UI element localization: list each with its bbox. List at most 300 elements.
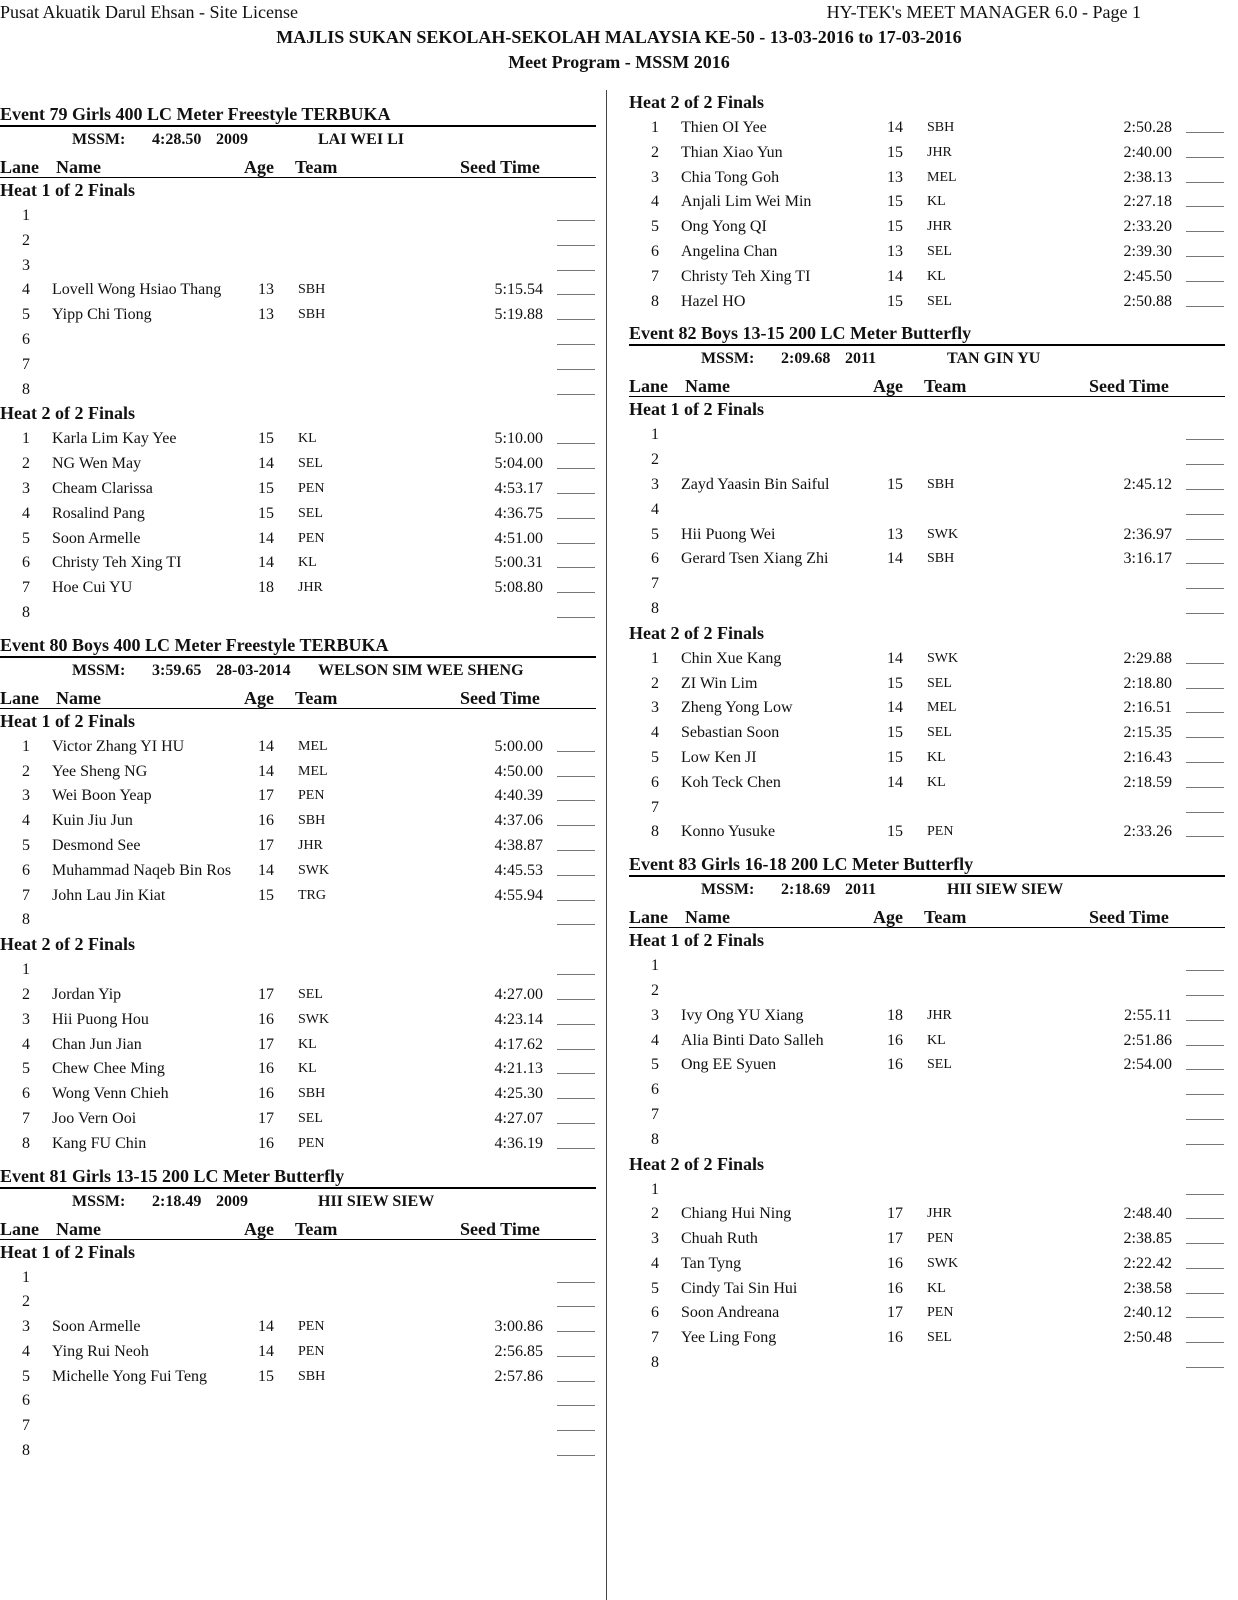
lane-number: 8 [22, 603, 30, 621]
entry-row [629, 1052, 1225, 1077]
entry-row [629, 1102, 1225, 1127]
heat-label: Heat 1 of 2 Finals [629, 930, 764, 951]
lane-number: 3 [651, 1006, 659, 1024]
seed-time: 4:45.53 [494, 861, 543, 879]
swimmer-name: Yee Sheng NG [52, 762, 148, 780]
column-header-name: Name [56, 157, 101, 177]
lane-number: 7 [22, 886, 30, 904]
lane-number: 2 [651, 451, 659, 469]
result-blank-line [1186, 1069, 1224, 1070]
result-blank-line [557, 468, 595, 469]
swimmer-age: 15 [887, 748, 903, 766]
swimmer-name: Konno Yusuke [681, 823, 776, 841]
swimmer-age: 13 [887, 168, 903, 186]
entry-row [629, 522, 1225, 547]
swimmer-age: 15 [887, 292, 903, 310]
team-code: JHR [298, 580, 323, 596]
record-label: MSSM: [701, 881, 755, 899]
seed-time: 4:27.00 [494, 985, 543, 1003]
entry-row [0, 501, 596, 526]
swimmer-name: ZI Win Lim [681, 674, 758, 692]
result-blank-line [1186, 995, 1224, 996]
lane-number: 2 [22, 1293, 30, 1311]
result-blank-line [1186, 688, 1224, 689]
entry-row [0, 228, 596, 253]
entry-row [629, 1325, 1225, 1350]
swimmer-name: Chia Tong Goh [681, 168, 780, 186]
lane-number: 5 [22, 306, 30, 324]
swimmer-age: 16 [258, 1085, 274, 1103]
seed-time: 2:51.86 [1123, 1031, 1172, 1049]
result-blank-line [557, 1024, 595, 1025]
lane-number: 2 [651, 143, 659, 161]
swimmer-name: Yipp Chi Tiong [52, 306, 152, 324]
lane-number: 5 [22, 1367, 30, 1385]
column-header-lane: Lane [0, 157, 40, 177]
lane-number: 3 [22, 1318, 30, 1336]
result-blank-line [557, 1148, 595, 1149]
swimmer-age: 14 [887, 267, 903, 285]
lane-number: 2 [651, 1205, 659, 1223]
entry-row [0, 1265, 596, 1290]
column-header-seed: Seed Time [460, 157, 540, 177]
meet-title: MAJLIS SUKAN SEKOLAH-SEKOLAH MALAYSIA KE-50 - 13-03-2016 to 17-03-2016 [276, 27, 962, 47]
entry-row [629, 1177, 1225, 1202]
seed-time: 4:51.00 [494, 529, 543, 547]
result-blank-line [557, 1123, 595, 1124]
heat-label: Heat 1 of 2 Finals [0, 180, 135, 200]
result-blank-line [1186, 489, 1224, 490]
team-code: MEL [927, 700, 957, 716]
event-title: Event 83 Girls 16-18 200 LC Meter Butterfly [629, 853, 1225, 877]
lane-number: 6 [651, 1304, 659, 1322]
swimmer-name: Soon Andreana [681, 1304, 780, 1322]
team-code: MEL [298, 738, 328, 754]
lane-number: 7 [651, 1329, 659, 1347]
column-header-team: Team [924, 376, 967, 397]
entry-row [0, 1081, 596, 1106]
lane-number: 6 [651, 242, 659, 260]
swimmer-name: Hii Puong Hou [52, 1010, 149, 1028]
swimmer-age: 14 [258, 554, 274, 572]
entry-row [629, 1077, 1225, 1102]
result-blank-line [557, 974, 595, 975]
entry-row [0, 352, 596, 377]
swimmer-name: Angelina Chan [681, 242, 778, 260]
entry-row [629, 1003, 1225, 1028]
column-header-age: Age [244, 1218, 274, 1239]
record-year: 2009 [216, 1192, 248, 1210]
lane-number: 7 [22, 579, 30, 597]
entry-row [629, 1028, 1225, 1053]
swimmer-name: Chin Xue Kang [681, 649, 782, 667]
left-column [0, 103, 596, 1463]
column-header [0, 1215, 596, 1240]
lane-number: 8 [22, 380, 30, 398]
lane-number: 7 [22, 355, 30, 373]
lane-number: 8 [22, 1134, 30, 1152]
entry-row [629, 189, 1225, 214]
result-blank-line [557, 1405, 595, 1406]
entry-row [629, 646, 1225, 671]
team-code: KL [927, 1032, 946, 1048]
result-blank-line [557, 443, 595, 444]
swimmer-name: Soon Armelle [52, 529, 141, 547]
swimmer-age: 14 [887, 649, 903, 667]
lane-number: 8 [651, 599, 659, 617]
swimmer-name: Cindy Tai Sin Hui [681, 1279, 798, 1297]
lane-number: 1 [651, 119, 659, 136]
lane-number: 4 [651, 724, 659, 742]
lane-number: 1 [651, 649, 659, 667]
meet-record [0, 127, 596, 153]
swimmer-age: 16 [258, 1010, 274, 1028]
swimmer-age: 14 [887, 773, 903, 791]
column-header-name: Name [685, 376, 730, 397]
lane-number: 5 [22, 1060, 30, 1078]
seed-time: 2:50.88 [1123, 292, 1172, 310]
record-holder: LAI WEI LI [318, 131, 404, 148]
lane-number: 3 [22, 1010, 30, 1028]
seed-time: 5:00.31 [494, 554, 543, 572]
seed-time: 2:29.88 [1123, 649, 1172, 667]
swimmer-name: Gerard Tsen Xiang Zhi [681, 550, 829, 568]
seed-time: 2:39.30 [1123, 242, 1172, 260]
result-blank-line [557, 1282, 595, 1283]
record-year: 2009 [216, 131, 248, 148]
record-time: 4:28.50 [152, 131, 202, 148]
result-blank-line [1186, 1268, 1224, 1269]
result-blank-line [1186, 613, 1224, 614]
entry-row [0, 600, 596, 625]
result-blank-line [1186, 132, 1224, 133]
team-code: SBH [298, 1086, 326, 1102]
seed-time: 4:21.13 [494, 1060, 543, 1078]
lane-number: 2 [651, 674, 659, 692]
heat-label: Heat 2 of 2 Finals [629, 92, 764, 112]
swimmer-age: 15 [887, 724, 903, 742]
record-label: MSSM: [72, 1192, 126, 1210]
swimmer-age: 13 [258, 281, 274, 299]
entry-row [629, 571, 1225, 596]
swimmer-age: 15 [887, 218, 903, 236]
result-blank-line [557, 1073, 595, 1074]
lane-number: 6 [22, 861, 30, 879]
result-blank-line [1186, 1144, 1224, 1145]
result-blank-line [557, 875, 595, 876]
team-code: JHR [298, 837, 323, 853]
heat-label: Heat 1 of 2 Finals [629, 399, 764, 420]
swimmer-name: Chuah Ruth [681, 1230, 758, 1248]
column-header-lane: Lane [0, 1218, 40, 1239]
swimmer-name: Ong EE Syuen [681, 1056, 777, 1074]
swimmer-name: Chan Jun Jian [52, 1035, 142, 1053]
swimmer-age: 14 [258, 861, 274, 879]
entry-row [629, 1300, 1225, 1325]
seed-time: 4:36.75 [494, 504, 543, 522]
entry-row [0, 1413, 596, 1438]
column-header-seed: Seed Time [460, 687, 540, 708]
seed-time: 2:27.18 [1123, 193, 1172, 211]
team-code: JHR [927, 1007, 952, 1023]
swimmer-name: Zheng Yong Low [681, 699, 793, 717]
heat-label: Heat 2 of 2 Finals [0, 403, 135, 424]
lane-number: 5 [22, 836, 30, 854]
result-blank-line [1186, 712, 1224, 713]
swimmer-age: 14 [258, 455, 274, 473]
result-blank-line [1186, 231, 1224, 232]
result-blank-line [557, 617, 595, 618]
lane-number: 3 [651, 475, 659, 493]
seed-time: 2:45.12 [1123, 475, 1172, 493]
swimmer-name: Koh Teck Chen [681, 773, 781, 791]
result-blank-line [1186, 1243, 1224, 1244]
swimmer-name: Low Ken JI [681, 748, 757, 766]
swimmer-age: 13 [258, 306, 274, 324]
entry-row [629, 422, 1225, 447]
column-header [0, 684, 596, 709]
team-code: JHR [927, 219, 952, 235]
team-code: KL [927, 774, 946, 790]
seed-time: 4:38.87 [494, 836, 543, 854]
column-header-team: Team [924, 907, 967, 928]
swimmer-name: Alia Binti Dato Salleh [681, 1031, 824, 1049]
lane-number: 4 [651, 1254, 659, 1272]
team-code: KL [298, 1061, 317, 1077]
event-title: Event 81 Girls 13-15 200 LC Meter Butterfly [0, 1165, 596, 1189]
seed-time: 4:50.00 [494, 762, 543, 780]
swimmer-name: Karla Lim Kay Yee [52, 430, 177, 448]
result-blank-line [1186, 737, 1224, 738]
team-code: KL [298, 1036, 317, 1052]
result-blank-line [557, 220, 595, 221]
result-blank-line [557, 270, 595, 271]
column-header-seed: Seed Time [1089, 376, 1169, 397]
lane-number: 7 [651, 267, 659, 285]
seed-time: 2:36.97 [1123, 525, 1172, 543]
lane-number: 4 [22, 281, 30, 299]
column-header-seed: Seed Time [1089, 907, 1169, 928]
entry-row [0, 957, 596, 982]
seed-time: 2:40.00 [1123, 143, 1172, 161]
column-header-name: Name [685, 907, 730, 928]
lane-number: 1 [651, 426, 659, 444]
team-code: PEN [927, 1231, 954, 1247]
column-header-team: Team [295, 687, 338, 708]
result-blank-line [557, 543, 595, 544]
swimmer-age: 13 [887, 242, 903, 260]
swimmer-age: 16 [258, 1134, 274, 1152]
result-blank-line [1186, 157, 1224, 158]
swimmer-age: 14 [258, 762, 274, 780]
swimmer-age: 17 [887, 1304, 903, 1322]
team-code: SEL [927, 293, 952, 309]
entry-row [0, 1131, 596, 1156]
entry-row [0, 907, 596, 932]
column-header [629, 903, 1225, 928]
seed-time: 2:56.85 [494, 1342, 543, 1360]
entry-row [629, 1201, 1225, 1226]
swimmer-age: 15 [887, 674, 903, 692]
lane-number: 6 [22, 330, 30, 348]
seed-time: 5:19.88 [494, 306, 543, 324]
seed-time: 4:40.39 [494, 787, 543, 805]
seed-time: 2:18.80 [1123, 674, 1172, 692]
team-code: MEL [298, 763, 328, 779]
entry-row [0, 783, 596, 808]
seed-time: 3:16.17 [1123, 550, 1172, 568]
result-blank-line [1186, 663, 1224, 664]
result-blank-line [1186, 1119, 1224, 1120]
lane-number: 6 [651, 550, 659, 568]
lane-number: 7 [22, 1417, 30, 1435]
team-code: SEL [927, 725, 952, 741]
lane-number: 4 [22, 504, 30, 522]
result-blank-line [557, 394, 595, 395]
lane-number: 7 [651, 798, 659, 816]
swimmer-age: 14 [258, 1318, 274, 1336]
swimmer-name: Michelle Yong Fui Teng [52, 1367, 208, 1385]
swimmer-name: Joo Vern Ooi [52, 1109, 137, 1127]
lane-number: 1 [22, 430, 30, 448]
entry-row [629, 447, 1225, 472]
team-code: KL [927, 749, 946, 765]
lane-number: 8 [22, 911, 30, 929]
result-blank-line [557, 776, 595, 777]
result-blank-line [1186, 563, 1224, 564]
column-header-name: Name [56, 1218, 101, 1239]
swimmer-age: 15 [887, 143, 903, 161]
result-blank-line [1186, 812, 1224, 813]
lane-number: 8 [651, 1354, 659, 1372]
entry-row [629, 671, 1225, 696]
team-code: SBH [927, 551, 955, 567]
result-blank-line [1186, 1367, 1224, 1368]
swimmer-name: Jordan Yip [52, 985, 122, 1003]
column-header-age: Age [244, 157, 274, 177]
swimmer-age: 13 [887, 525, 903, 543]
meet-record [0, 1189, 596, 1215]
seed-time: 2:38.85 [1123, 1230, 1172, 1248]
record-time: 2:18.69 [781, 881, 831, 899]
heat-label: Heat 2 of 2 Finals [629, 622, 764, 643]
entry-row [0, 833, 596, 858]
heat-label: Heat 2 of 2 Finals [0, 934, 135, 955]
entry-row [0, 759, 596, 784]
lane-number: 4 [651, 500, 659, 518]
result-blank-line [1186, 762, 1224, 763]
entry-row [629, 115, 1225, 140]
swimmer-name: Zayd Yaasin Bin Saiful [681, 475, 830, 493]
meet-subtitle: Meet Program - MSSM 2016 [508, 52, 730, 72]
record-year: 28-03-2014 [216, 661, 291, 679]
entry-row [0, 203, 596, 228]
result-blank-line [557, 1381, 595, 1382]
lane-number: 8 [651, 1130, 659, 1148]
record-time: 2:18.49 [152, 1192, 202, 1210]
team-code: SBH [298, 307, 326, 323]
swimmer-name: Hoe Cui YU [52, 579, 133, 597]
seed-time: 2:48.40 [1123, 1205, 1172, 1223]
result-blank-line [557, 294, 595, 295]
record-label: MSSM: [701, 350, 755, 368]
seed-time: 5:00.00 [494, 737, 543, 755]
result-blank-line [1186, 514, 1224, 515]
team-code: SEL [927, 1330, 952, 1346]
lane-number: 5 [651, 1056, 659, 1074]
record-time: 2:09.68 [781, 350, 831, 368]
team-code: JHR [927, 1206, 952, 1222]
entry-row [629, 745, 1225, 770]
column-header-lane: Lane [629, 907, 669, 928]
lane-number: 6 [651, 773, 659, 791]
entry-row [629, 695, 1225, 720]
lane-number: 2 [22, 455, 30, 473]
swimmer-age: 17 [258, 1035, 274, 1053]
site-license: Pusat Akuatik Darul Ehsan - Site License [0, 2, 298, 22]
team-code: SWK [927, 650, 959, 666]
result-blank-line [1186, 539, 1224, 540]
swimmer-age: 14 [258, 1342, 274, 1360]
seed-time: 2:38.58 [1123, 1279, 1172, 1297]
lane-number: 3 [651, 168, 659, 186]
team-code: SEL [298, 505, 323, 521]
entry-row [629, 978, 1225, 1003]
swimmer-name: Hazel HO [681, 292, 746, 310]
team-code: PEN [298, 480, 325, 496]
swimmer-age: 15 [258, 1367, 274, 1385]
entry-row [0, 302, 596, 327]
result-blank-line [557, 592, 595, 593]
swimmer-name: Ying Rui Neoh [52, 1342, 149, 1360]
result-blank-line [557, 1455, 595, 1456]
team-code: PEN [298, 788, 325, 804]
seed-time: 4:53.17 [494, 479, 543, 497]
entry-row [0, 1032, 596, 1057]
swimmer-name: Cheam Clarissa [52, 479, 153, 497]
lane-number: 4 [651, 1031, 659, 1049]
entry-row [629, 1226, 1225, 1251]
result-blank-line [1186, 787, 1224, 788]
swimmer-age: 17 [258, 787, 274, 805]
entry-row [629, 472, 1225, 497]
entry-row [0, 253, 596, 278]
lane-number: 7 [651, 575, 659, 593]
team-code: SBH [298, 1368, 326, 1384]
lane-number: 6 [22, 1392, 30, 1410]
lane-number: 1 [22, 961, 30, 979]
result-blank-line [557, 567, 595, 568]
record-year: 2011 [845, 881, 877, 899]
lane-number: 1 [22, 737, 30, 755]
team-code: PEN [927, 824, 954, 840]
entry-row [629, 795, 1225, 820]
entry-row [0, 377, 596, 402]
team-code: KL [927, 268, 946, 284]
lane-number: 6 [22, 1085, 30, 1103]
seed-time: 5:04.00 [494, 455, 543, 473]
team-code: TRG [298, 887, 326, 903]
swimmer-name: John Lau Jin Kiat [52, 886, 166, 904]
result-blank-line [557, 344, 595, 345]
entry-row [0, 1289, 596, 1314]
team-code: SBH [298, 813, 326, 829]
swimmer-age: 14 [258, 529, 274, 547]
swimmer-name: Kuin Jiu Jun [52, 812, 133, 830]
entry-row [629, 953, 1225, 978]
heat-label: Heat 2 of 2 Finals [629, 1153, 764, 1174]
seed-time: 4:23.14 [494, 1010, 543, 1028]
